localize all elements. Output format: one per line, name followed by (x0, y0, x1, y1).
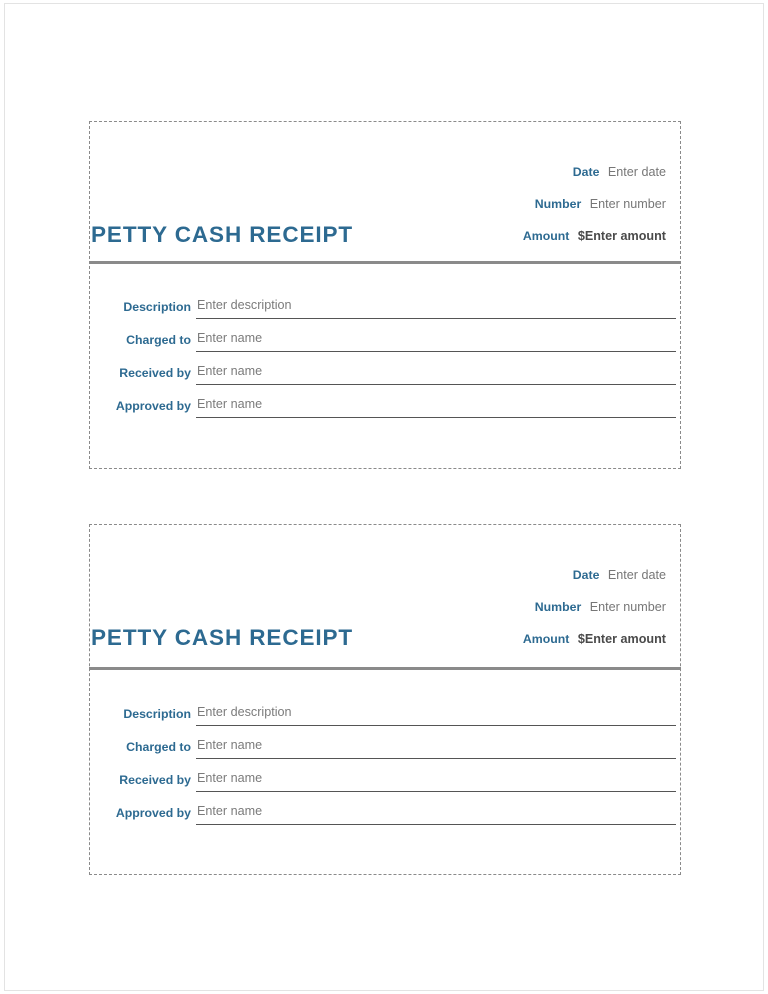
header-divider-rule (89, 667, 681, 670)
description-input[interactable]: Enter description (196, 705, 676, 726)
number-value[interactable]: Enter number (589, 197, 666, 211)
header-divider-rule (89, 261, 681, 264)
amount-label: Amount (522, 229, 570, 243)
approved-by-input[interactable]: Enter name (196, 804, 676, 825)
meta-row-number (366, 599, 666, 615)
charged-to-label: Charged to (126, 333, 191, 347)
date-label: Date (572, 165, 600, 179)
approved-by-label: Approved by (115, 399, 191, 413)
field-row-approved-by (90, 804, 680, 837)
receipt-meta-block (366, 164, 666, 244)
description-input[interactable]: Enter description (196, 298, 676, 319)
number-value[interactable]: Enter number (589, 600, 666, 614)
meta-row-number (366, 196, 666, 212)
amount-value[interactable]: $Enter amount (577, 229, 666, 243)
number-label: Number (534, 600, 582, 614)
receipt-meta-block (366, 567, 666, 647)
approved-by-label: Approved by (115, 806, 191, 820)
amount-value[interactable]: $Enter amount (577, 632, 666, 646)
field-row-received-by (90, 771, 680, 804)
petty-cash-receipt-card (89, 524, 681, 875)
receipt-fields (90, 298, 680, 430)
meta-row-amount (366, 631, 666, 647)
charged-to-input[interactable]: Enter name (196, 738, 676, 759)
received-by-input[interactable]: Enter name (196, 771, 676, 792)
number-label: Number (534, 197, 582, 211)
receipt-title: PETTY CASH RECEIPT (91, 221, 354, 247)
received-by-label: Received by (119, 366, 191, 380)
charged-to-input[interactable]: Enter name (196, 331, 676, 352)
received-by-input[interactable]: Enter name (196, 364, 676, 385)
approved-by-input[interactable]: Enter name (196, 397, 676, 418)
field-row-charged-to (90, 738, 680, 771)
field-row-description (90, 705, 680, 738)
petty-cash-receipt-card (89, 121, 681, 469)
received-by-label: Received by (119, 773, 191, 787)
date-value[interactable]: Enter date (607, 568, 666, 582)
meta-row-date (366, 164, 666, 180)
meta-row-date (366, 567, 666, 583)
receipt-header (90, 525, 680, 663)
description-label: Description (123, 300, 191, 314)
date-value[interactable]: Enter date (607, 165, 666, 179)
receipt-header (90, 122, 680, 260)
field-row-approved-by (90, 397, 680, 430)
date-label: Date (572, 568, 600, 582)
field-row-description (90, 298, 680, 331)
field-row-received-by (90, 364, 680, 397)
amount-label: Amount (522, 632, 570, 646)
charged-to-label: Charged to (126, 740, 191, 754)
document-page (4, 3, 764, 991)
receipt-fields (90, 705, 680, 837)
receipt-title: PETTY CASH RECEIPT (91, 624, 354, 650)
description-label: Description (123, 707, 191, 721)
meta-row-amount (366, 228, 666, 244)
field-row-charged-to (90, 331, 680, 364)
